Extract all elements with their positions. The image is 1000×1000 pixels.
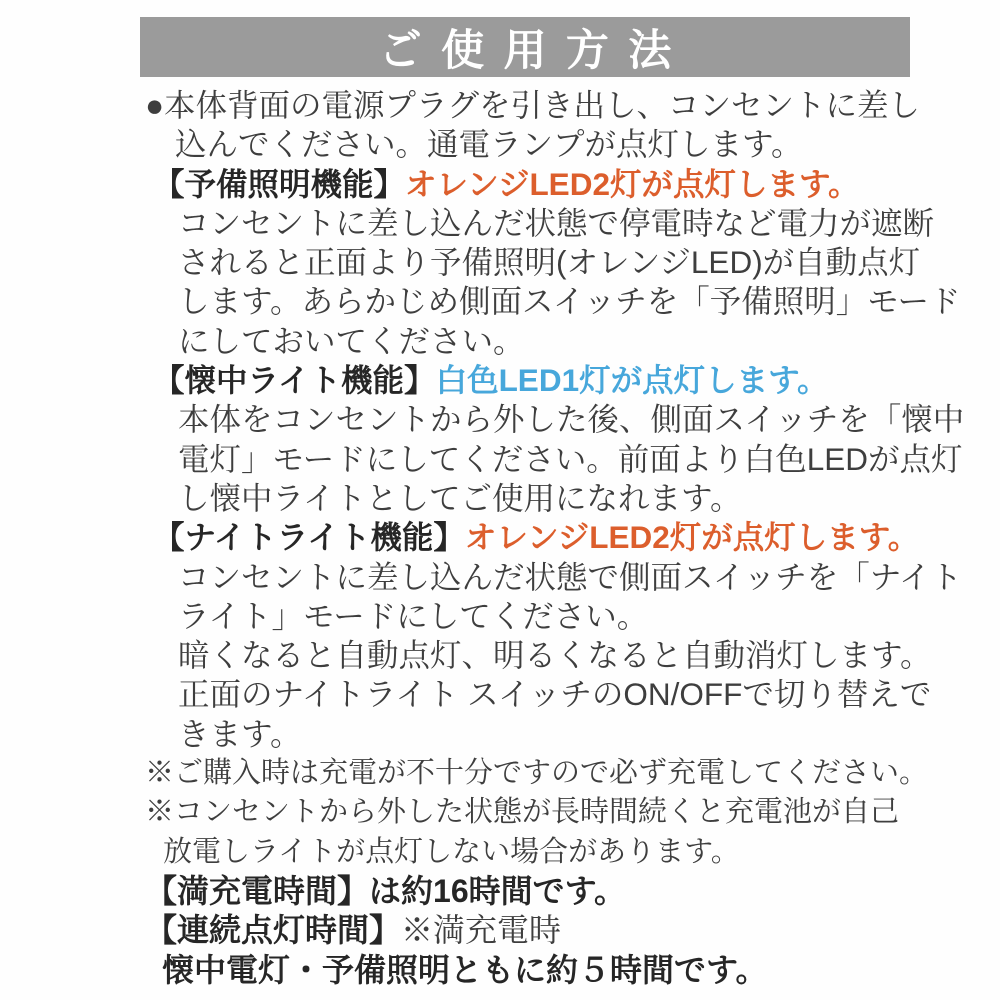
text-segment: コンセントに差し込んだ状態で側面スイッチを「ナイト: [178, 558, 963, 595]
text-line: [145, 125, 965, 164]
text-segment: 込んでください。通電ランプが点灯します。: [175, 126, 803, 163]
text-line: [145, 911, 965, 950]
text-line: [145, 675, 965, 714]
text-segment: 【予備照明機能】: [153, 165, 406, 202]
text-segment: 【連続点灯時間】: [145, 912, 402, 949]
text-line: [145, 204, 965, 243]
text-line: [145, 479, 965, 518]
text-line: [145, 715, 965, 754]
text-segment: します。あらかじめ側面スイッチを「予備照明」モード: [178, 283, 961, 320]
text-segment: オレンジLED2灯が点灯します。: [405, 165, 860, 202]
text-line: [145, 872, 965, 911]
text-line: [145, 282, 965, 321]
text-segment: オレンジLED2灯が点灯します。: [464, 519, 920, 556]
text-segment: 暗くなると自動点灯、明るくなると自動消灯します。: [178, 637, 932, 674]
section-title-bar: [140, 17, 910, 77]
text-line: [145, 440, 965, 479]
text-segment: 本体をコンセントから外した後、側面スイッチを「懐中: [178, 401, 965, 438]
text-segment: ※ご購入時は充電が不十分ですので必ず充電してください。: [145, 757, 929, 790]
text-segment: ※コンセントから外した状態が長時間続くと充電池が自己: [145, 796, 900, 829]
text-segment: 正面のナイトライト スイッチのON/OFFで切り替えで: [178, 676, 932, 713]
text-segment: コンセントに差し込んだ状態で停電時など電力が遮断: [178, 204, 935, 241]
text-segment: 放電しライトが点灯しない場合があります。: [163, 835, 740, 868]
page-title: ご使用方法: [378, 26, 691, 75]
text-line: [145, 165, 965, 204]
text-segment: は約16時間です。: [369, 872, 627, 909]
text-line: [145, 793, 965, 832]
text-line: [145, 833, 965, 872]
text-segment: 【満充電時間】: [145, 872, 370, 909]
text-line: [145, 400, 965, 439]
text-segment: きます。: [178, 715, 302, 752]
text-segment: 【懐中ライト機能】: [153, 362, 436, 399]
text-segment: ライト」モードにしてください。: [178, 597, 649, 634]
text-line: [145, 636, 965, 675]
text-segment: ※満充電時: [401, 912, 562, 949]
text-line: [145, 361, 965, 400]
text-segment: し懐中ライトとしてご使用になれます。: [178, 479, 742, 516]
text-line: [145, 518, 965, 557]
text-segment: されると正面より予備照明(オレンジLED)が自動点灯: [178, 244, 921, 281]
text-line: [145, 951, 965, 990]
text-line: [145, 597, 965, 636]
text-segment: 懐中電灯・予備照明ともに約５時間です。: [162, 951, 768, 988]
text-segment: 【ナイトライト機能】: [153, 519, 465, 556]
text-line: [145, 754, 965, 793]
text-segment: ●本体背面の電源プラグを引き出し、コンセントに差し: [145, 87, 921, 123]
text-line: [145, 243, 965, 282]
text-line: [145, 86, 965, 125]
instructions-body: [145, 86, 965, 990]
text-segment: 電灯」モードにしてください。前面より白色LEDが点灯: [178, 440, 963, 477]
text-segment: 白色LED1灯が点灯します。: [435, 362, 829, 399]
text-line: [145, 322, 965, 361]
text-segment: にしておいてください。: [178, 322, 525, 359]
text-line: [145, 558, 965, 597]
